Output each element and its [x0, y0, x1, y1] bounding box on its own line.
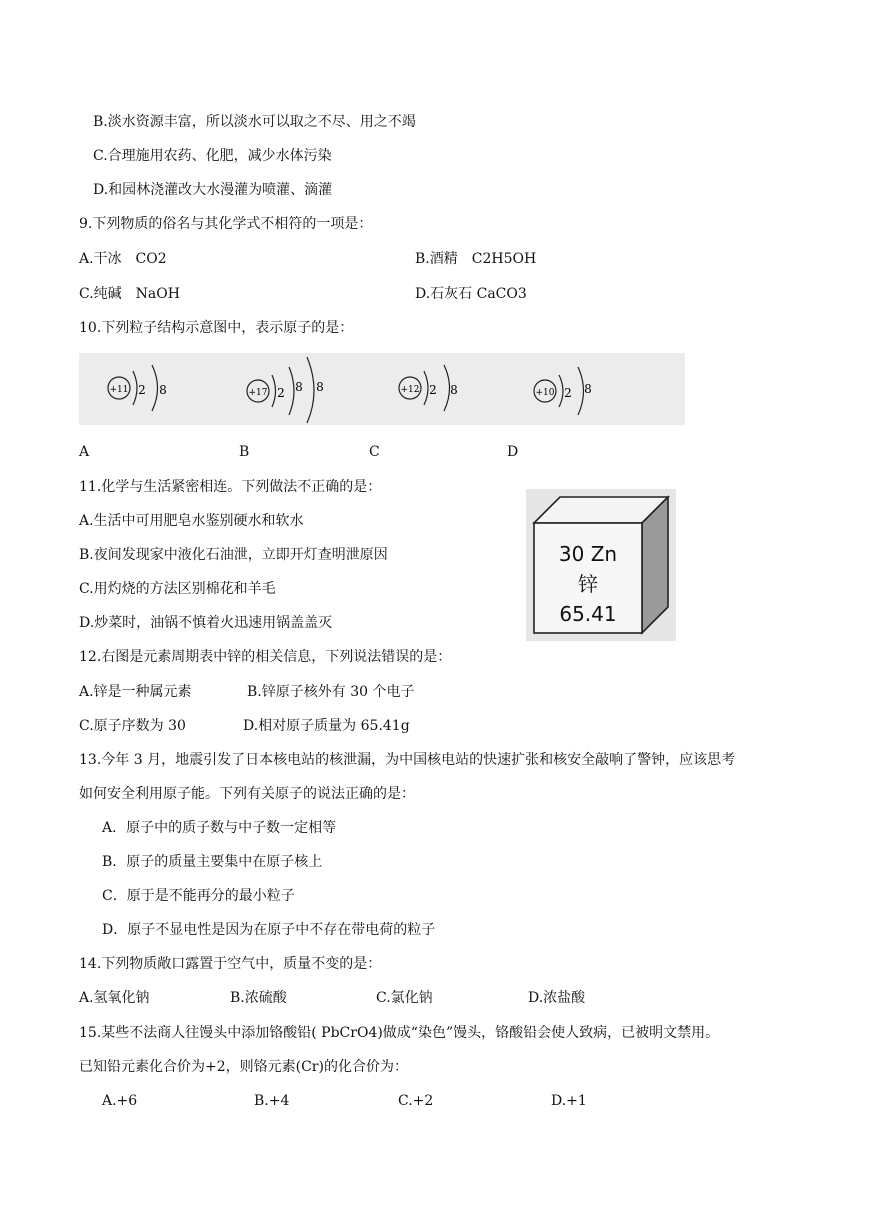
q15-option-c: C.+2 — [398, 1093, 434, 1109]
particle-b-shell-3: 8 — [316, 380, 324, 394]
q12-option-c: C.原子序数为 30 — [79, 718, 186, 734]
particle-b-nucleus: +17 — [248, 388, 268, 398]
q14-option-c: C.氯化钠 — [376, 990, 433, 1006]
q12-option-d: D.相对原子质量为 65.41g — [243, 718, 410, 734]
zinc-number-symbol: 30 Zn — [558, 542, 618, 566]
particle-a-nucleus: +11 — [109, 385, 129, 395]
q13-option-d: D．原子不显电性是因为在原子中不存在带电荷的粒子 — [102, 922, 436, 938]
q13-stem-line-2: 如何安全利用原子能。下列有关原子的说法正确的是： — [79, 786, 415, 802]
q8-option-d: D.和园林浇灌改大水漫灌为喷灌、滴灌 — [93, 182, 333, 198]
particle-c-nucleus: +12 — [400, 385, 420, 395]
q15-option-a: A.+6 — [102, 1093, 138, 1109]
particle-d-diagram — [534, 367, 592, 415]
q10-label-b: B — [239, 444, 250, 460]
particle-d-shell-2: 8 — [584, 382, 592, 396]
particle-a-diagram — [108, 365, 167, 411]
particle-b-diagram — [247, 357, 324, 423]
q12-stem: 12.右图是元素周期表中锌的相关信息，下列说法错误的是： — [79, 649, 452, 665]
q13-option-b: B．原子的质量主要集中在原子核上 — [102, 854, 323, 870]
q9-stem: 9.下列物质的俗名与其化学式不相符的一项是： — [79, 216, 373, 232]
particle-d-shell-1: 2 — [564, 386, 572, 400]
particle-a-shell-2: 8 — [159, 383, 167, 397]
q10-label-c: C — [369, 444, 380, 460]
q15-stem-line-1: 15.某些不法商人往馒头中添加铬酸铅( PbCrO4)做成“染色”馒头，铬酸铅会使人致病，已被明文禁用。 — [79, 1025, 720, 1041]
q8-option-b: B.淡水资源丰富，所以淡水可以取之不尽、用之不竭 — [93, 114, 416, 130]
particle-b-shell-2: 8 — [295, 380, 303, 394]
q9-option-b: B.酒精 C2H5OH — [415, 251, 537, 267]
q14-option-b: B.浓硫酸 — [230, 990, 287, 1006]
q10-label-d: D — [507, 444, 519, 460]
atom-structure-diagrams — [79, 353, 685, 425]
q13-option-c: C．原于是不能再分的最小粒子 — [102, 888, 295, 904]
particle-c-diagram — [399, 365, 458, 411]
q10-label-a: A — [79, 444, 90, 460]
q12-option-b: B.锌原子核外有 30 个电子 — [247, 684, 415, 700]
q14-option-a: A.氢氧化钠 — [79, 990, 150, 1006]
q8-option-c: C.合理施用农药、化肥，减少水体污染 — [93, 148, 332, 164]
zinc-mass: 65.41 — [559, 602, 617, 626]
q15-option-d: D.+1 — [551, 1093, 587, 1109]
q15-stem-line-2: 已知铅元素化合价为+2，则铬元素(Cr)的化合价为： — [79, 1059, 408, 1075]
q11-option-d: D.炒菜时，油锅不慎着火迅速用锅盖盖灭 — [79, 615, 333, 631]
q14-stem: 14.下列物质敞口露置于空气中，质量不变的是： — [79, 956, 382, 972]
particle-a-shell-1: 2 — [138, 383, 146, 397]
q12-option-a: A.锌是一种属元素 — [79, 684, 192, 700]
particle-c-shell-2: 8 — [450, 383, 458, 397]
q11-stem: 11.化学与生活紧密相连。下列做法不正确的是： — [79, 479, 382, 495]
particle-c-shell-1: 2 — [429, 383, 437, 397]
q14-option-d: D.浓盐酸 — [528, 990, 586, 1006]
q11-option-b: B.夜间发现家中液化石油泄，立即开灯查明泄原因 — [79, 547, 388, 563]
zinc-name: 锌 — [578, 572, 598, 596]
particle-d-nucleus: +10 — [535, 388, 555, 398]
q9-option-a: A.干冰 CO2 — [79, 251, 167, 267]
q9-option-c: C.纯碱 NaOH — [79, 286, 180, 302]
particle-b-shell-1: 2 — [277, 386, 285, 400]
q11-option-c: C.用灼烧的方法区别棉花和羊毛 — [79, 581, 276, 597]
zinc-element-card — [526, 489, 676, 641]
q15-option-b: B.+4 — [254, 1093, 290, 1109]
q13-option-a: A．原子中的质子数与中子数一定相等 — [102, 820, 337, 836]
q11-option-a: A.生活中可用肥皂水鉴别硬水和软水 — [79, 513, 304, 529]
q10-stem: 10.下列粒子结构示意图中，表示原子的是： — [79, 320, 354, 336]
q13-stem-line-1: 13.今年 3 月，地震引发了日本核电站的核泄漏，为中国核电站的快速扩张和核安全敲响了警钟，应该思考 — [79, 752, 736, 768]
q9-option-d: D.石灰石 CaCO3 — [415, 286, 527, 302]
